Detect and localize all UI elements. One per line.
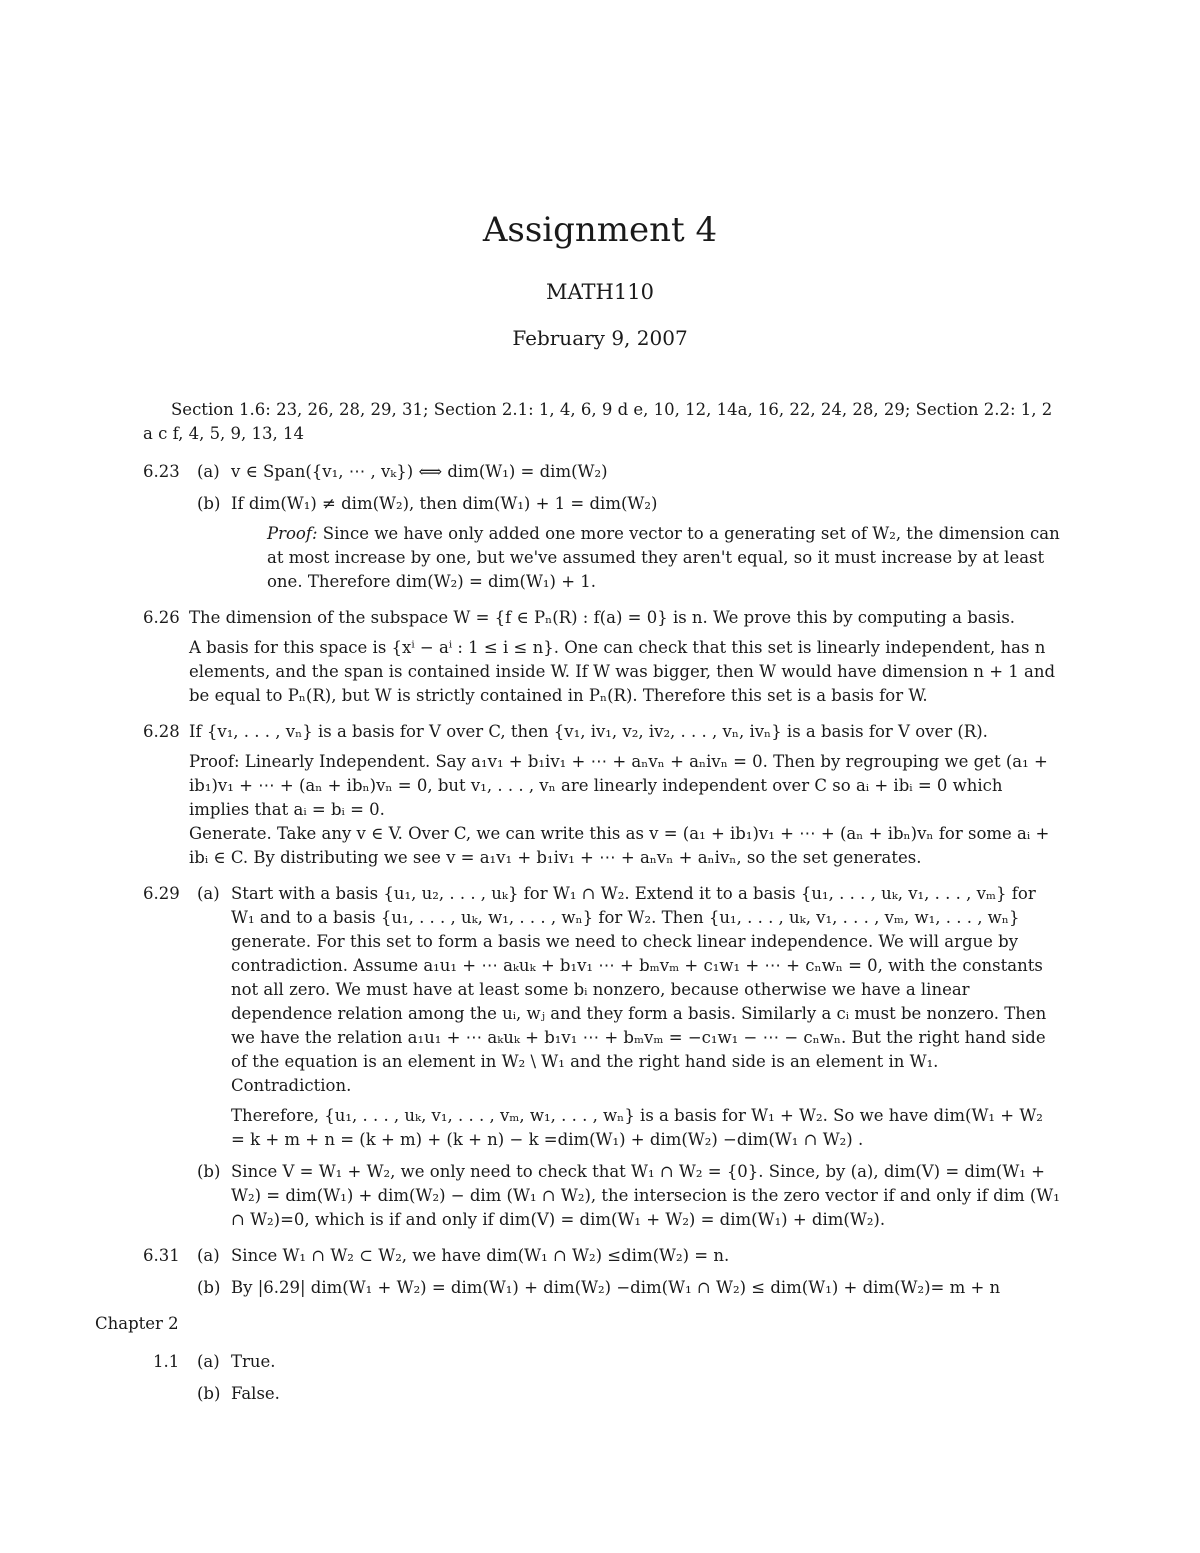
part-a xyxy=(189,460,1061,484)
part-b xyxy=(189,492,1061,594)
proof-text: Since we have only added one more vector to a generating set of W₂, the dimension can at most increase by one, but we've assumed they aren't equal, so it must increase by at least one. Therefore dim(W₂) = dim(W₁) + 1. xyxy=(267,524,1060,591)
part-text: Since W₁ ∩ W₂ ⊂ W₂, we have dim(W₁ ∩ W₂) ≤dim(W₂) = n. xyxy=(231,1246,730,1265)
problem-paragraph: Generate. Take any v ∈ V. Over C, we can write this as v = (a₁ + ib₁)v₁ + ⋯ + (aₙ + ibₙ)vₙ for some aᵢ + ibᵢ ∈ C. By distributing we see v = a₁v₁ + b₁iv₁ + ⋯ + aₙvₙ + aₙivₙ, so the set generates. xyxy=(189,824,1050,867)
problem-6-31 xyxy=(143,1244,1061,1300)
proof-label: Proof: xyxy=(267,524,318,543)
part-label: (a) xyxy=(197,1246,220,1265)
problem-number: 6.31 xyxy=(143,1246,180,1265)
page-title: Assignment 4 xyxy=(482,210,718,250)
document-body xyxy=(95,398,1061,1414)
problem-number: 6.29 xyxy=(143,884,180,903)
chapter-heading: Chapter 2 xyxy=(95,1314,179,1333)
problem-6-29 xyxy=(143,882,1061,1232)
problem-lead: If {v₁, . . . , vₙ} is a basis for V over C, then {v₁, iv₁, v₂, iv₂, . . . , vₙ, ivₙ} is a basis for V over (R). xyxy=(189,722,988,741)
proof-paragraph xyxy=(231,522,1061,594)
part-b xyxy=(189,1382,1061,1406)
problem-number: 6.23 xyxy=(143,462,180,481)
part-label: (a) xyxy=(197,462,220,481)
part-label: (a) xyxy=(197,1352,220,1371)
part-label: (b) xyxy=(197,1278,221,1297)
part-a xyxy=(189,882,1061,1152)
problem-lead: The dimension of the subspace W = {f ∈ Pₙ(R) : f(a) = 0} is n. We prove this by computing a basis. xyxy=(189,608,1016,627)
course-name: MATH110 xyxy=(546,280,654,304)
part-text: By |6.29| dim(W₁ + W₂) = dim(W₁) + dim(W₂) −dim(W₁ ∩ W₂) ≤ dim(W₁) + dim(W₂)= m + n xyxy=(231,1278,1001,1297)
chapter-item xyxy=(143,1382,1061,1406)
problem-number: 6.28 xyxy=(143,722,180,741)
date: February 9, 2007 xyxy=(512,326,688,350)
problem-paragraph: Proof: Linearly Independent. Say a₁v₁ + b₁iv₁ + ⋯ + aₙvₙ + aₙivₙ = 0. Then by regrouping we get (a₁ + ib₁)v₁ + ⋯ + (aₙ + ibₙ)vₙ = 0, but v₁, . . . , vₙ are linearly independent over C so aᵢ + ibᵢ = 0 which implies that aᵢ = bᵢ = 0. xyxy=(189,752,1048,819)
part-text: v ∈ Span({v₁, ⋯ , vₖ}) ⟺ dim(W₁) = dim(W₂) xyxy=(231,462,608,481)
part-label: (a) xyxy=(197,884,220,903)
problem-6-28 xyxy=(143,720,1061,870)
part-text: False. xyxy=(231,1384,280,1403)
problem-6-23 xyxy=(143,460,1061,594)
part-label: (b) xyxy=(197,1384,221,1403)
part-text: Start with a basis {u₁, u₂, . . . , uₖ} for W₁ ∩ W₂. Extend it to a basis {u₁, . . . , uₖ, v₁, . . . , vₘ} for W₁ and to a basis {u₁, . . . , uₖ, w₁, . . . , wₙ} for W₂. Then {u₁, . . . , uₖ, v₁, . . . , vₘ, w₁, . . . , wₙ} generate. For this set to form a basis we need to check linear independence. We will argue by contradiction. Assume a₁u₁ + ⋯ aₖuₖ + b₁v₁ ⋯ + bₘvₘ + c₁w₁ + ⋯ + cₙwₙ = 0, with the constants not all zero. We must have at least some bᵢ nonzero, because otherwise we have a linear dependence relation among the uᵢ, wⱼ and they form a basis. Similarly a cᵢ must be nonzero. Then we have the relation a₁u₁ + ⋯ aₖuₖ + b₁v₁ ⋯ + bₘvₘ = −c₁w₁ − ⋯ − cₙwₙ. But the right hand side of the equation is an element in W₂ \ W₁ and the right hand side is an element in W₁. Contradiction. xyxy=(231,884,1047,1095)
part-label: (b) xyxy=(197,494,221,513)
chapter-item xyxy=(143,1350,1061,1374)
problem-6-26 xyxy=(143,606,1061,708)
problem-number: 6.26 xyxy=(143,608,180,627)
problem-number: 1.1 xyxy=(153,1352,180,1371)
part-text: Therefore, {u₁, . . . , uₖ, v₁, . . . , vₘ, w₁, . . . , wₙ} is a basis for W₁ + W₂. So we have dim(W₁ + W₂ = k + m + n = (k + m) + (k + n) − k =dim(W₁) + dim(W₂) −dim(W₁ ∩ W₂) . xyxy=(231,1106,1043,1149)
part-label: (b) xyxy=(197,1162,221,1181)
assignment-list: Section 1.6: 23, 26, 28, 29, 31; Section 2.1: 1, 4, 6, 9 d e, 10, 12, 14a, 16, 22, 24, 28, 29; Section 2.2: 1, 2 a c f, 4, 5, 9, 13, 14 xyxy=(143,400,1053,443)
part-b xyxy=(189,1160,1061,1232)
part-a xyxy=(189,1350,1061,1374)
part-b xyxy=(189,1276,1061,1300)
part-a xyxy=(189,1244,1061,1268)
part-text: True. xyxy=(231,1352,276,1371)
part-text: Since V = W₁ + W₂, we only need to check that W₁ ∩ W₂ = {0}. Since, by (a), dim(V) = dim(W₁ + W₂) = dim(W₁) + dim(W₂) − dim (W₁ ∩ W₂), the intersecion is the zero vector if and only if dim (W₁ ∩ W₂)=0, which is if and only if dim(V) = dim(W₁ + W₂) = dim(W₁) + dim(W₂). xyxy=(231,1162,1060,1229)
part-text: If dim(W₁) ≠ dim(W₂), then dim(W₁) + 1 = dim(W₂) xyxy=(231,494,658,513)
problem-paragraph: A basis for this space is {xⁱ − aⁱ : 1 ≤ i ≤ n}. One can check that this set is linearly independent, has n elements, and the span is contained inside W. If W was bigger, then W would have dimension n + 1 and be equal to Pₙ(R), but W is strictly contained in Pₙ(R). Therefore this set is a basis for W. xyxy=(189,638,1056,705)
